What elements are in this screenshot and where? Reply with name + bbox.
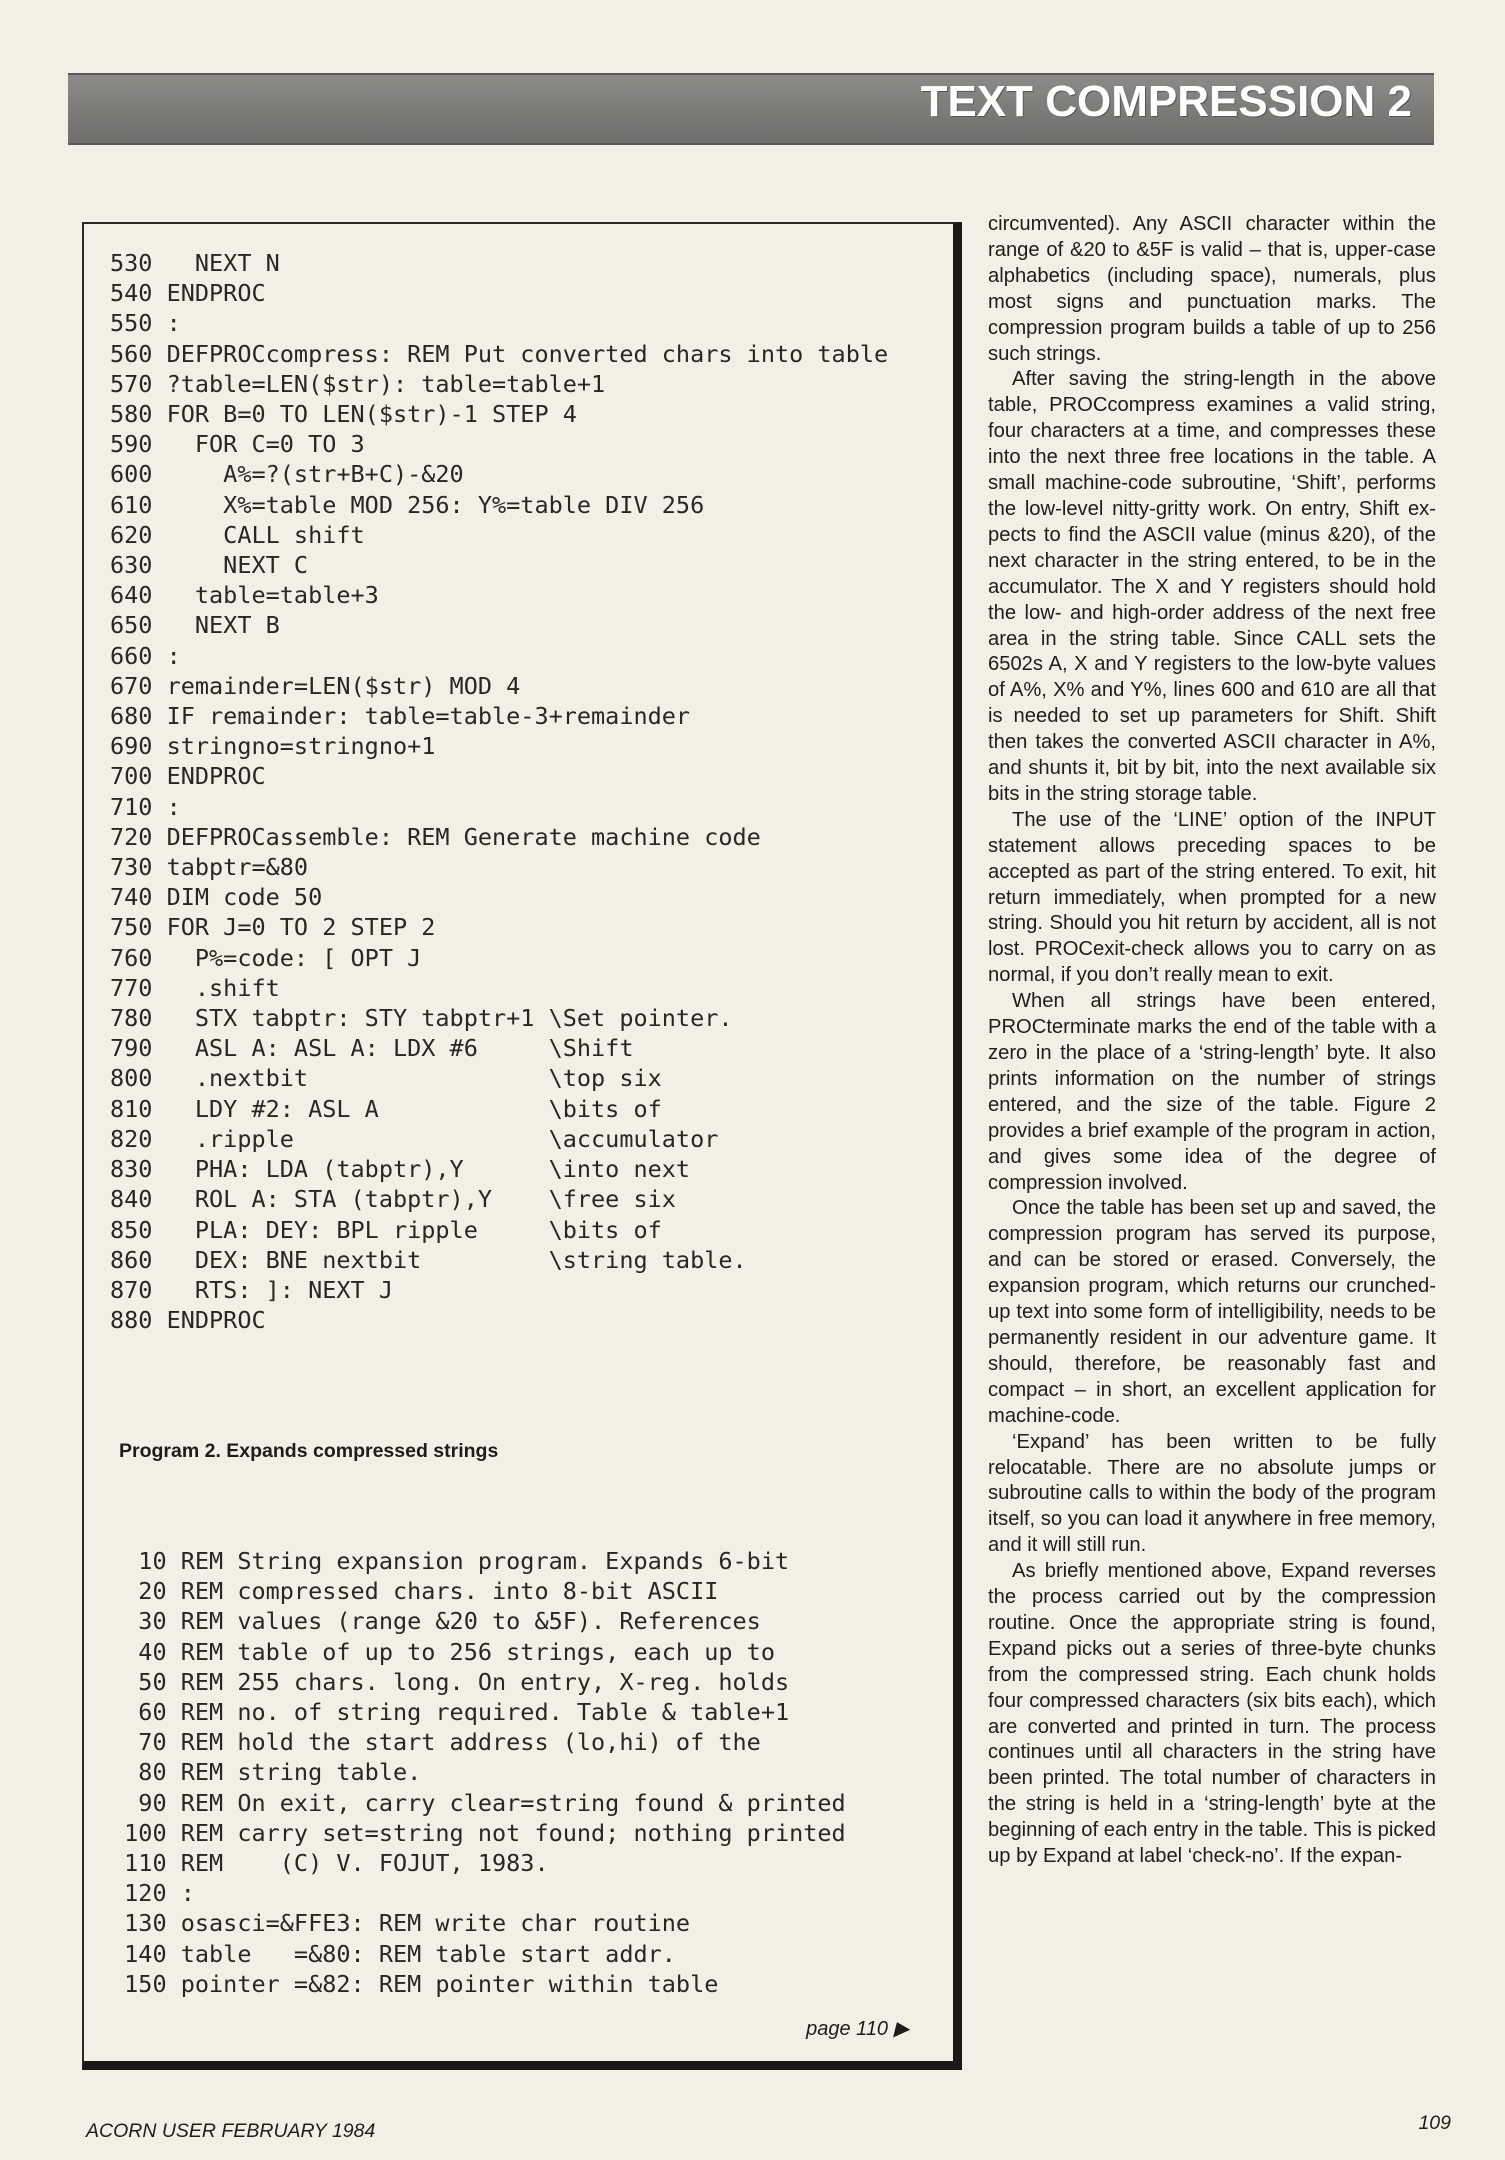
code-line: 750 FOR J=0 TO 2 STEP 2 bbox=[110, 913, 436, 942]
program-listing-box bbox=[82, 222, 962, 2070]
code-line: 770 .shift bbox=[110, 973, 280, 1002]
code-line: 10 REM String expansion program. Expands 6-bit bbox=[110, 1547, 790, 1575]
code-line: 530 NEXT N bbox=[110, 249, 280, 277]
code-line: 70 REM hold the start address (lo,hi) of the bbox=[110, 1728, 761, 1757]
code-line: 870 RTS: ]: NEXT J bbox=[110, 1275, 393, 1304]
article-paragraph: After saving the string-length in the above table, PROCcompress examines a valid string, four characters at a time, and compresses these into the next three free locations in the table. A small machine-code subroutine, ‘Shift’, performs the low-level nitty-gritty work. On entry, Shift expects to find the ASCII value (minus &20), of the next character in the string entered, to be in the accumulator. The X and Y registers should hold the low- and high-order address of the next free area in the string table. Since CALL sets the 6502s A, X and Y registers to the low-byte values of A%, X% and Y%, lines 600 and 610 are all that is needed to set up parameters for Shift. Shift then takes the converted ASCII character in A%, and shunts it, bit by bit, into the next available six bits in the string storage table. bbox=[988, 368, 1436, 805]
article-paragraph: When all strings have been entered, PROCterminate marks the end of the table with a zero in the place of a ‘string-length’ byte. It also prints information on the number of strings entered, and the size of the table. Figure 2 provides a brief example of the program in action, and gives some idea of the degree of compression involved. bbox=[988, 990, 1436, 1194]
code-line: 700 ENDPROC bbox=[110, 762, 266, 791]
code-line: 830 PHA: LDA (tabptr),Y \into next bbox=[110, 1155, 691, 1184]
code-line: 810 LDY #2: ASL A \bits of bbox=[110, 1094, 662, 1123]
code-line: 40 REM table of up to 256 strings, each up to bbox=[110, 1637, 775, 1666]
code-line: 730 tabptr=&80 bbox=[110, 853, 309, 882]
code-line: 120 : bbox=[110, 1879, 195, 1908]
page-title: TEXT COMPRESSION 2 bbox=[920, 77, 1412, 126]
code-line: 820 .ripple \accumulator bbox=[110, 1124, 719, 1153]
code-line: 540 ENDPROC bbox=[110, 279, 266, 308]
code-line: 590 FOR C=0 TO 3 bbox=[110, 430, 365, 459]
code-line: 660 : bbox=[110, 641, 181, 670]
code-line: 760 P%=code: [ OPT J bbox=[110, 943, 422, 972]
code-line: 780 STX tabptr: STY tabptr+1 \Set pointer. bbox=[110, 1004, 733, 1033]
code-line: 60 REM no. of string required. Table & table+1 bbox=[110, 1698, 790, 1727]
code-line: 720 DEFPROCassemble: REM Generate machine code bbox=[110, 822, 761, 851]
page-number: 109 bbox=[1418, 2112, 1451, 2134]
code-line: 100 REM carry set=string not found; nothing printed bbox=[110, 1818, 846, 1847]
code-line: 550 : bbox=[110, 309, 181, 338]
program-2-listing bbox=[110, 1546, 846, 1999]
code-line: 90 REM On exit, carry clear=string found & printed bbox=[110, 1788, 846, 1817]
code-line: 580 FOR B=0 TO LEN($str)-1 STEP 4 bbox=[110, 400, 577, 429]
code-line: 600 A%=?(str+B+C)-&20 bbox=[110, 460, 464, 489]
code-line: 860 DEX: BNE nextbit \string table. bbox=[110, 1245, 747, 1274]
header-banner bbox=[68, 73, 1434, 145]
code-line: 690 stringno=stringno+1 bbox=[110, 732, 436, 761]
article-paragraph: circumvented). Any ASCII character within the range of &20 to &5F is valid – that is, upper-case alphabetics (including space), numerals, plus most signs and punctuation marks. The compression program builds a table of up to 256 such strings. bbox=[988, 213, 1436, 365]
article-paragraph: The use of the ‘LINE’ option of the INPUT statement allows preceding spaces to be accepted as part of the string entered. To exit, hit return immediately, when prompted for a new string. Should you hit return by accident, all is not lost. PROCexit-check allows you to carry on as normal, if you don’t really mean to exit. bbox=[988, 808, 1436, 987]
code-line: 50 REM 255 chars. long. On entry, X-reg. holds bbox=[110, 1667, 790, 1696]
code-line: 670 remainder=LEN($str) MOD 4 bbox=[110, 671, 521, 700]
article-text-column bbox=[988, 212, 1436, 1870]
code-line: 20 REM compressed chars. into 8-bit ASCII bbox=[110, 1577, 719, 1606]
code-line: 570 ?table=LEN($str): table=table+1 bbox=[110, 369, 606, 398]
article-paragraph: ‘Expand’ has been written to be fully relocatable. There are no absolute jumps or subroutine calls to within the body of the program itself, so you can load it anywhere in free memory, and it will still run. bbox=[988, 1430, 1436, 1557]
code-line: 130 osasci=&FFE3: REM write char routine bbox=[110, 1909, 691, 1938]
continued-on-page-link[interactable]: page 110 ▶ bbox=[806, 2018, 909, 2040]
code-line: 140 table =&80: REM table start addr. bbox=[110, 1939, 676, 1968]
code-line: 640 table=table+3 bbox=[110, 581, 379, 610]
code-line: 610 X%=table MOD 256: Y%=table DIV 256 bbox=[110, 490, 705, 519]
code-line: 800 .nextbit \top six bbox=[110, 1064, 662, 1093]
article-paragraph: As briefly mentioned above, Expand reverses the process carried out by the compression routine. Once the appropriate string is found, Expand picks out a series of three-byte chunks from the compressed string. Each chunk holds four compressed characters (six bits each), which are converted and printed in turn. The process continues until all characters in the string have been printed. The total number of characters in the string is held in a ‘string-length’ byte at the beginning of each entry in the table. This is picked up by Expand at label ‘check-no’. If the expan- bbox=[988, 1560, 1436, 1868]
program-1-listing bbox=[110, 248, 888, 1335]
code-line: 80 REM string table. bbox=[110, 1758, 422, 1787]
code-line: 560 DEFPROCcompress: REM Put converted chars into table bbox=[110, 339, 889, 368]
code-line: 790 ASL A: ASL A: LDX #6 \Shift bbox=[110, 1034, 634, 1063]
code-line: 630 NEXT C bbox=[110, 551, 309, 580]
code-line: 710 : bbox=[110, 792, 181, 821]
code-line: 850 PLA: DEY: BPL ripple \bits of bbox=[110, 1215, 662, 1244]
code-line: 650 NEXT B bbox=[110, 611, 280, 640]
magazine-footer: ACORN USER FEBRUARY 1984 bbox=[86, 2120, 376, 2142]
program-2-caption: Program 2. Expands compressed strings bbox=[119, 1440, 499, 1462]
code-line: 680 IF remainder: table=table-3+remainder bbox=[110, 702, 691, 731]
code-line: 620 CALL shift bbox=[110, 520, 365, 549]
code-line: 880 ENDPROC bbox=[110, 1306, 266, 1335]
code-line: 840 ROL A: STA (tabptr),Y \free six bbox=[110, 1185, 676, 1214]
code-line: 740 DIM code 50 bbox=[110, 883, 323, 912]
article-paragraph: Once the table has been set up and saved, the compression program has served its purpose, and can be stored or erased. Conversely, the expansion program, which returns our crunched-up text into some form of intelligibility, needs to be permanently resident in our adventure game. It should, therefore, be reasonably fast and compact – in short, an excellent application for machine-code. bbox=[988, 1197, 1436, 1427]
code-line: 110 REM (C) V. FOJUT, 1983. bbox=[110, 1849, 549, 1878]
code-line: 150 pointer =&82: REM pointer within table bbox=[110, 1969, 719, 1998]
code-line: 30 REM values (range &20 to &5F). References bbox=[110, 1607, 761, 1636]
